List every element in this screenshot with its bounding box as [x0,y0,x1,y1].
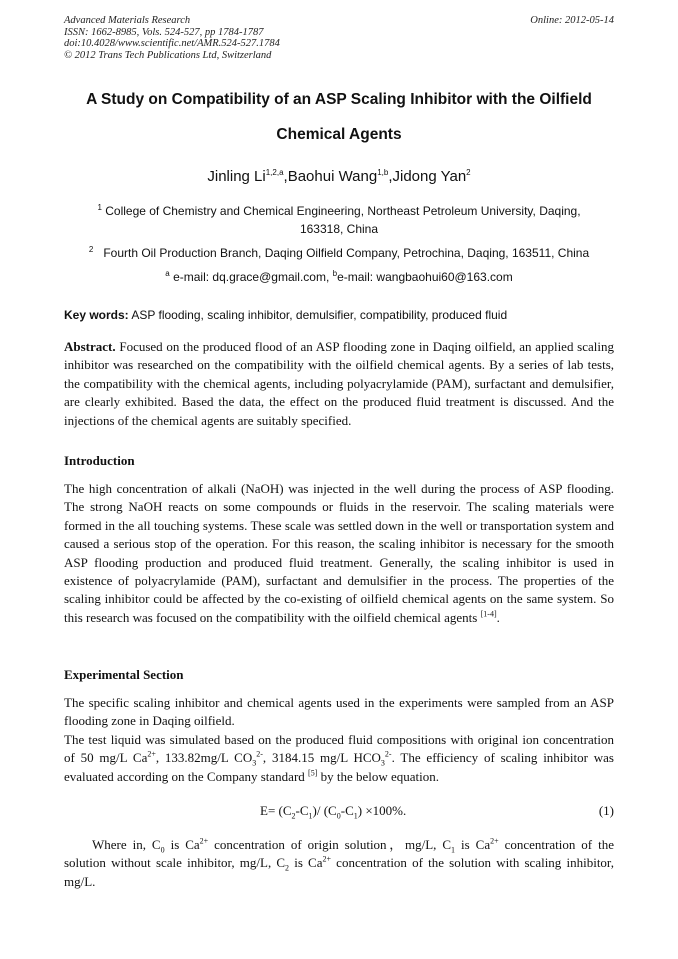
email-a: e-mail: dq.grace@gmail.com, [169,270,333,284]
author-1: Jinling Li [207,168,266,185]
where-c: concentration of origin solution，mg/L, C [208,837,452,852]
keywords-text: ASP flooding, scaling inhibitor, demulsifier, compatibility, produced fluid [128,308,508,322]
author-3-affil: 2 [466,168,471,177]
abstract-label: Abstract. [64,339,116,354]
where-g: concentration of the solution with scaling inhibitor, mg/L. [64,855,614,889]
introduction-end: . [496,609,500,625]
author-2-affil: 1,b [377,168,389,177]
where-sub2: 2 [285,864,290,873]
where-b: is Ca [164,837,200,852]
author-3: ,Jidong Yan [388,168,467,185]
exp-p2-cite: [5] [308,768,318,778]
where-f: is Ca [289,855,323,871]
journal-header [64,15,280,61]
affiliation-1-mark: 1 [97,203,102,212]
exp-p2-sup3: 2- [384,749,392,759]
doi: doi:10.4028/www.scientific.net/AMR.524-527.1784 [64,38,280,49]
experimental-heading: Experimental Section [64,667,184,682]
abstract-text: Focused on the produced flood of an ASP flooding zone in Daqing oilfield, an applied scaling inhibitor was researched on the compatibility with the oilfield chemical agents. By a series of lab tests, the compatibility with the chemical agents, including polyacrylamide (PAM), surfactant and demulsifier, are clearly exhibited. Based the data, the effect on the produced fluid treatment is discussed. And the injections of the chemical agents are suitably specified. [64,339,614,428]
exp-p2-sub1: 3 [252,758,257,768]
where-sub1: 1 [451,845,456,855]
exp-p2-sup2: 2- [256,749,263,759]
eq-e: ) ×100%. [357,803,407,818]
title-line-2: Chemical Agents [276,126,402,143]
affiliation-2-mark: 2 [88,245,94,254]
eq-sub4: 1 [353,811,358,821]
exp-p2-e: by the below equation. [317,768,440,784]
introduction-citation: [1-4] [480,609,497,619]
email-b-mark: b [332,269,338,278]
eq-sub3: 0 [336,811,341,821]
exp-p2-sup1: 2+ [147,749,156,759]
where-sup3: 2+ [322,855,332,865]
experimental-paragraph-2 [64,731,614,786]
experimental-paragraph-1: The specific scaling inhibitor and chemical agents used in the experiments were sampled from an ASP flooding zone in Daqing oilfield. [64,695,614,729]
author-1-affil: 1,2,a [265,168,284,177]
email-line [64,268,614,286]
email-b: e-mail: wangbaohui60@163.com [337,270,513,284]
copyright: © 2012 Trans Tech Publications Ltd, Switzerland [64,49,272,61]
author-2: ,Baohui Wang [283,168,378,185]
experimental-text [64,694,614,786]
affiliation-1 [64,202,614,238]
equation-1 [260,803,406,819]
where-a: Where in, C [92,837,161,852]
eq-d: -C [340,803,354,818]
exp-p2-b: , 133.82mg/L CO [155,750,253,766]
eq-c: )/ (C [312,803,337,818]
email-a-mark: a [165,269,170,278]
where-sub0: 0 [160,845,165,855]
issn: ISSN: 1662-8985, Vols. 524-527, pp 1784-1787 [64,26,264,38]
affiliation-2 [64,244,614,262]
where-paragraph [64,836,614,891]
exp-p2-d: . The efficiency of scaling inhibitor was evaluated according on the Company standard [64,750,614,784]
title-line-1: A Study on Compatibility of an ASP Scaling Inhibitor with the Oilfield [86,91,592,108]
keywords [64,308,614,322]
affiliation-1-text: College of Chemistry and Chemical Engineering, Northeast Petroleum University, Daqing, [101,204,581,218]
introduction-text [64,480,614,627]
exp-p2-a: The test liquid was simulated based on the produced fluid compositions with original ion concentration of 50 mg/L Ca [64,731,614,766]
where-d: is Ca [455,837,491,852]
exp-p2-c: , 3184.15 mg/L HCO [262,750,381,766]
journal-name: Advanced Materials Research [64,15,191,26]
eq-sub1: 2 [291,811,296,821]
introduction-heading: Introduction [64,453,135,468]
abstract [64,338,614,430]
exp-p2-sub2: 3 [380,758,385,768]
authors [40,168,638,185]
keywords-label: Key words: [64,308,129,322]
eq-sub2: 1 [308,811,313,821]
where-sup2: 2+ [490,836,499,846]
online-date: Online: 2012-05-14 [530,15,614,26]
where-sup1: 2+ [199,836,209,846]
equation-number: (1) [598,803,614,818]
affiliation-2-text: Fourth Oil Production Branch, Daqing Oilfield Company, Petrochina, Daqing, 163511, China [103,246,590,260]
eq-a: E= (C [260,803,292,818]
where-e: concentration of the solution without scale inhibitor, mg/L, C [64,837,614,871]
eq-b: -C [295,803,309,818]
affiliation-1-text-2: 163318, China [299,222,379,236]
introduction-body: The high concentration of alkali (NaOH) was injected in the well during the process of ASP flooding. The strong NaOH reacts on some compounds or fluids in the reservoir. The scaling materials were formed in the all touching systems. These scale was settled down in the well or transportation system and caused a serious stop of the operation. For this reason, the scaling inhibitor is necessary for the smooth ASP flooding production and produced fluid treatment. Generally, the scaling inhibitor is used in existence of polyacrylamide (PAM), surfactant and demulsifier in the process. The properties of the scaling inhibitor could be affected by the co-existing of oilfield chemical agents on the same system. So this research was focused on the compatibility with the oilfield chemical agents [64,481,614,625]
